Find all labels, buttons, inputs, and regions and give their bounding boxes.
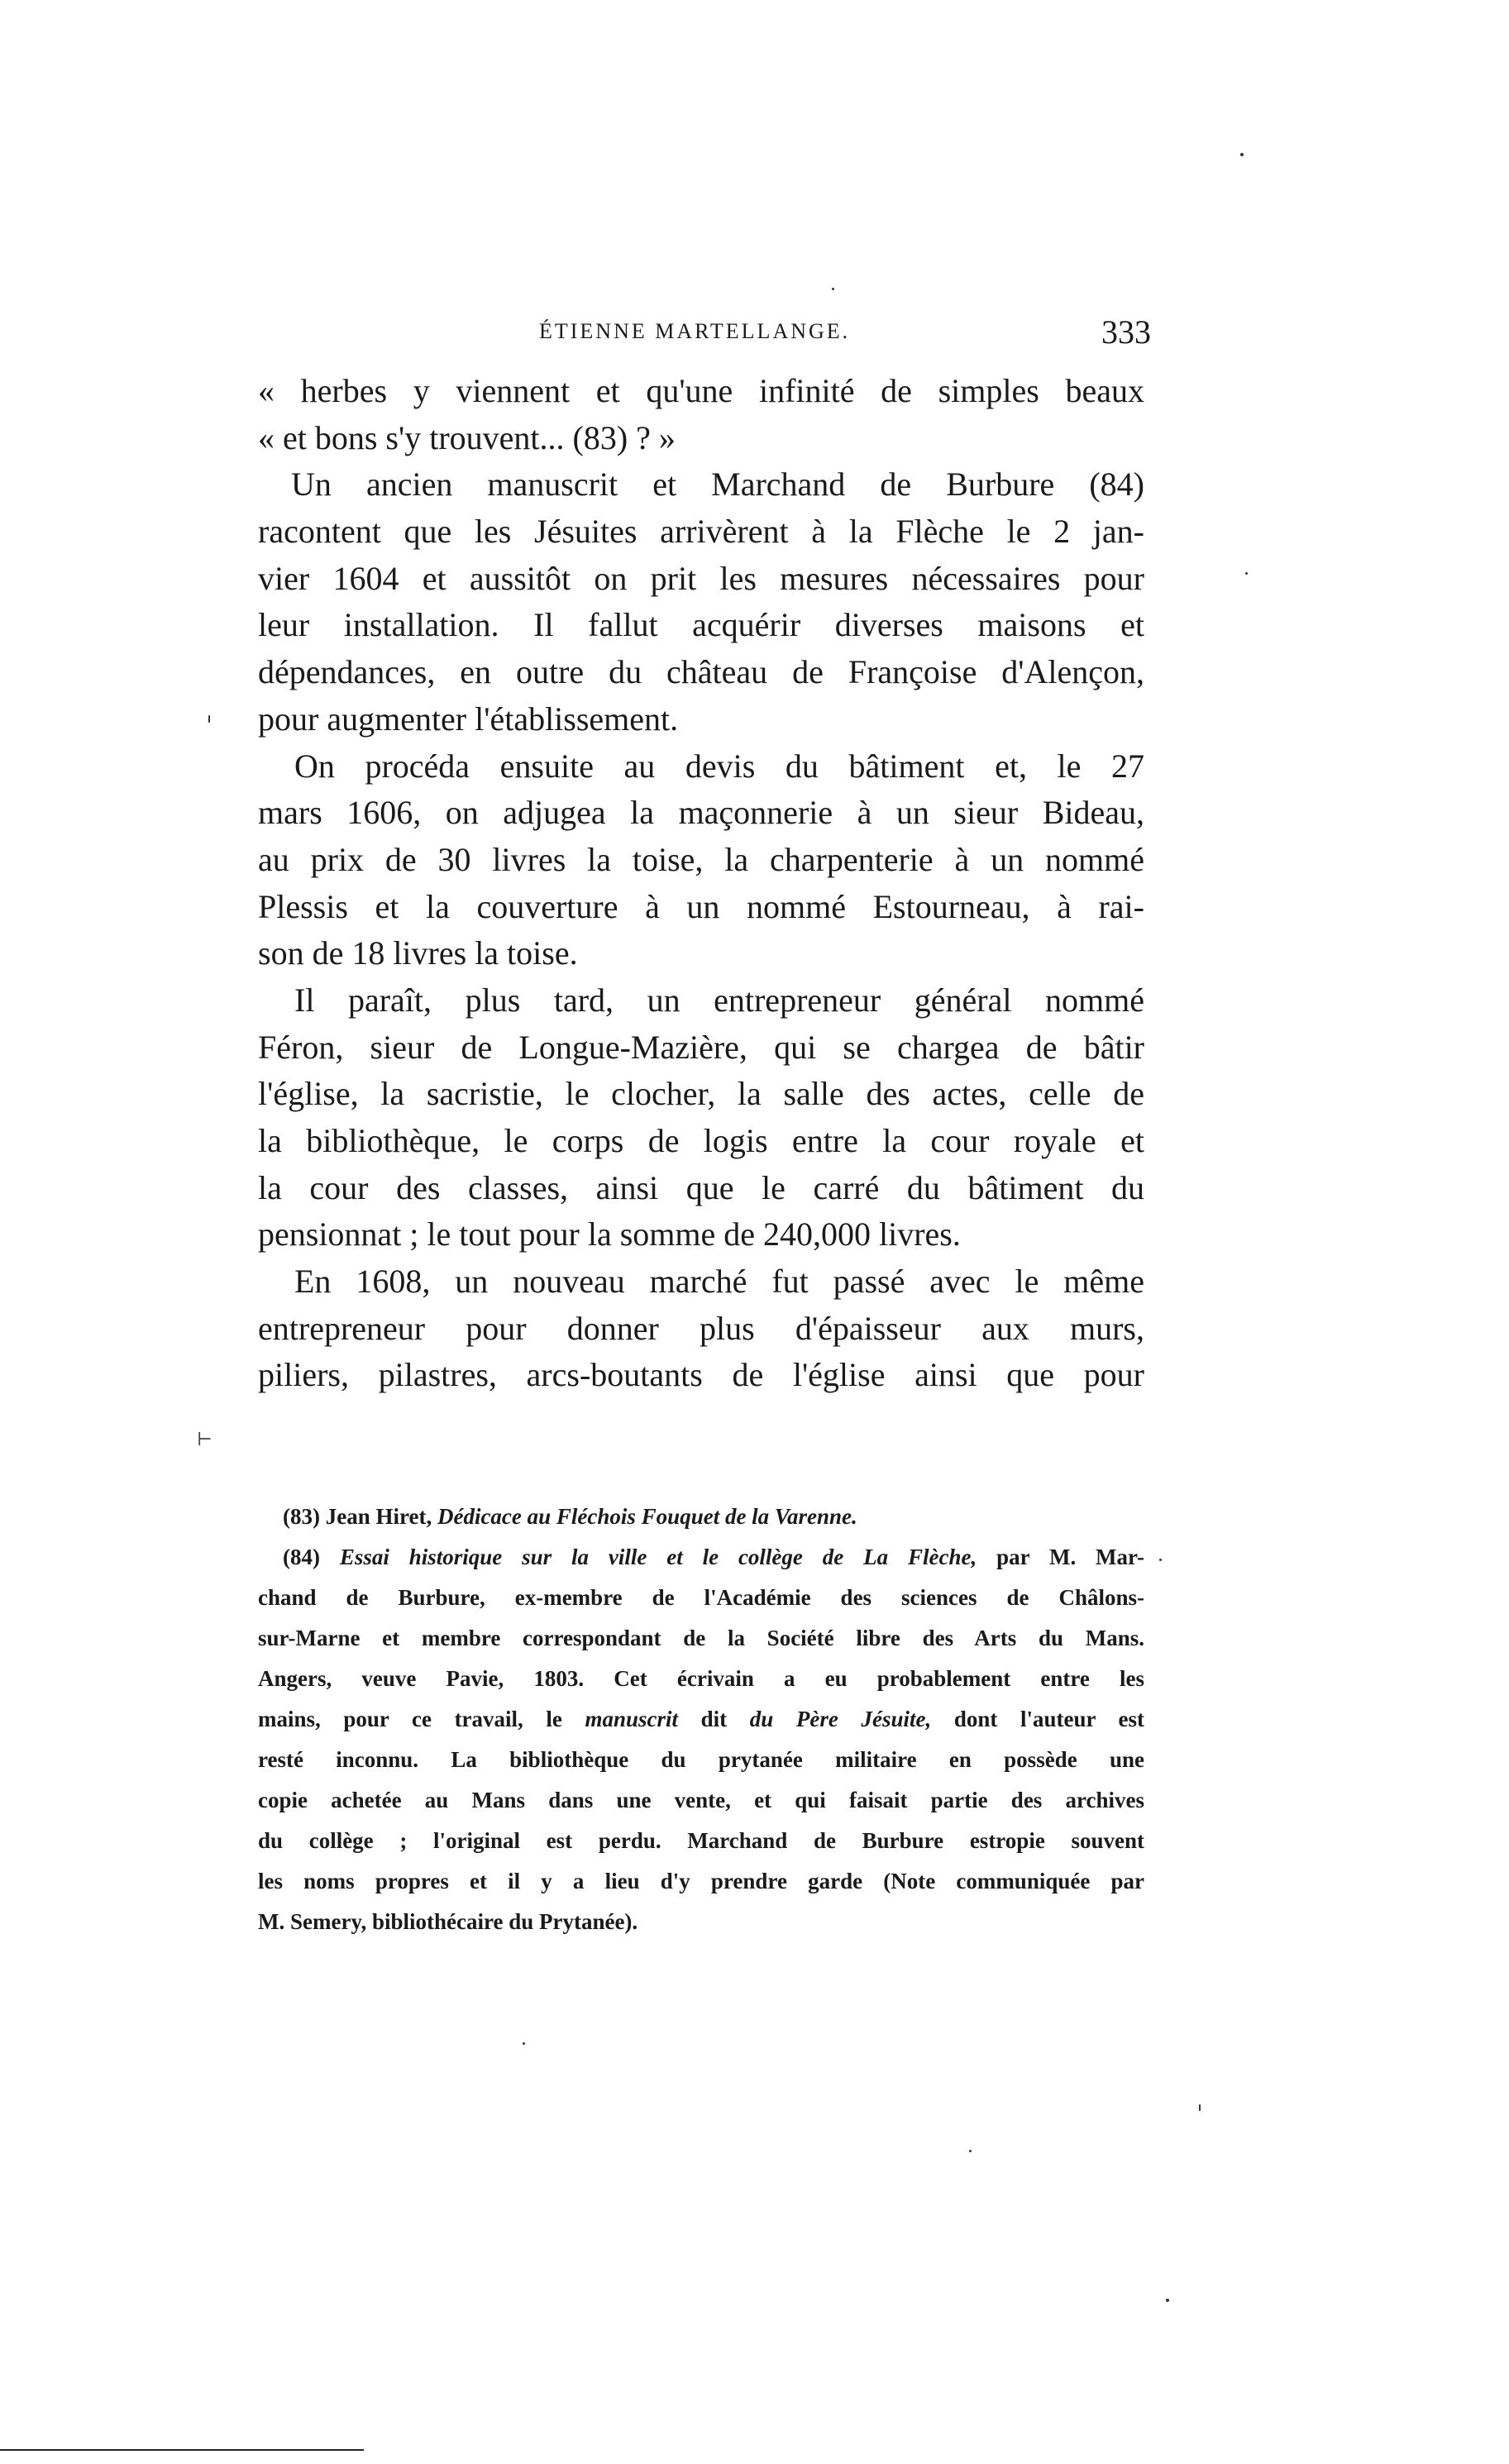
footnotes [258, 1497, 1144, 1942]
paper-speck [832, 288, 834, 290]
text-line: entrepreneur pour donner plus d'épaisseur aux murs, [258, 1309, 1144, 1347]
footnote-line: M. Semery, bibliothécaire du Prytanée). [258, 1909, 638, 1934]
paper-speck [969, 2150, 972, 2152]
text-line: On procéda ensuite au devis du bâtiment et, le 27 [294, 747, 1144, 785]
text-line: En 1608, un nouveau marché fut passé avec le même [294, 1263, 1144, 1301]
text-line: Un ancien manuscrit et Marchand de Burbure (84) [291, 466, 1144, 504]
footnote-line: les noms propres et il y a lieu d'y prendre garde (Note communiquée par [258, 1869, 1144, 1893]
text-line: Il paraît, plus tard, un entrepreneur général nommé [294, 981, 1144, 1019]
page-number: 333 [1101, 313, 1151, 351]
footnote-line: Angers, veuve Pavie, 1803. Cet écrivain a eu probablement entre les [258, 1666, 1144, 1691]
paper-speck [1240, 153, 1244, 156]
bottom-rule [0, 2449, 364, 2451]
text-line: mars 1606, on adjugea la maçonnerie à un sieur Bideau, [258, 794, 1144, 832]
footnote-author: Jean Hiret, [325, 1504, 432, 1529]
footnote-line: copie achetée au Mans dans une vente, et qui faisait partie des archives [258, 1788, 1144, 1812]
text-line: Plessis et la couverture à un nommé Estourneau, à rai- [258, 887, 1144, 925]
text-line: la cour des classes, ainsi que le carré du bâtiment du [258, 1168, 1144, 1206]
paper-speck [1166, 2299, 1169, 2302]
paper-speck [523, 2042, 525, 2045]
paper-speck [1199, 2104, 1201, 2111]
footnote-line: resté inconnu. La bibliothèque du prytanée militaire en possède une [258, 1747, 1144, 1772]
text-line: pensionnat ; le tout pour la somme de 240,000 livres. [258, 1215, 961, 1253]
text-line: Féron, sieur de Longue-Mazière, qui se chargea de bâtir [258, 1028, 1144, 1066]
text-line: racontent que les Jésuites arrivèrent à la Flèche le 2 jan- [258, 513, 1144, 551]
footnote-text: dit [700, 1707, 728, 1731]
text-line: dépendances, en outre du château de Françoise d'Alençon, [258, 653, 1144, 691]
footnote-line: sur-Marne et membre correspondant de la Société libre des Arts du Mans. [258, 1626, 1144, 1650]
body-text [258, 368, 1144, 1399]
footnote-line: du collège ; l'original est perdu. Marchand de Burbure estropie souvent [258, 1828, 1144, 1853]
text-line: son de 18 livres la toise. [258, 934, 578, 972]
footnote-italic: du Père Jésuite, [749, 1707, 932, 1731]
footnote-84 [258, 1537, 1144, 1578]
paper-speck [1245, 572, 1248, 575]
footnote-title: Dédicace au Fléchois Fouquet de la Varenne. [437, 1504, 857, 1529]
text-line: la bibliothèque, le corps de logis entre la cour royale et [258, 1122, 1144, 1159]
footnote-marker: (84) [283, 1545, 320, 1569]
paper-speck [1159, 1559, 1162, 1561]
margin-mark: ⊢ [197, 1429, 213, 1449]
text-line: « et bons s'y trouvent... (83) ? » [258, 418, 676, 456]
footnote-text: dont l'auteur est [953, 1707, 1145, 1731]
text-line: leur installation. Il fallut acquérir diverses maisons et [258, 606, 1144, 644]
footnote-italic: manuscrit [585, 1707, 679, 1731]
text-line: l'église, la sacristie, le clocher, la salle des actes, celle de [258, 1075, 1144, 1113]
footnote-marker: (83) [283, 1504, 320, 1529]
text-line: vier 1604 et aussitôt on prit les mesures nécessaires pour [258, 559, 1144, 597]
footnote-line: chand de Burbure, ex-membre de l'Académie des sciences de Châlons- [258, 1585, 1144, 1610]
footnote-title: Essai historique sur la ville et le collège de La Flèche, [339, 1545, 977, 1569]
text-line: « herbes y viennent et qu'une infinité de simples beaux [258, 372, 1144, 409]
footnote-83 [258, 1497, 1144, 1537]
footnote-line [258, 1699, 1144, 1740]
text-line: pour augmenter l'établissement. [258, 700, 679, 738]
running-title: ÉTIENNE MARTELLANGE. [539, 319, 851, 343]
paper-speck [208, 715, 210, 723]
footnote-text: mains, pour ce travail, le [258, 1707, 562, 1731]
text-line: au prix de 30 livres la toise, la charpenterie à un nommé [258, 840, 1144, 878]
footnote-text: par M. Mar- [996, 1545, 1145, 1569]
text-line: piliers, pilastres, arcs-boutants de l'église ainsi que pour [258, 1356, 1144, 1394]
page-header [258, 313, 1151, 357]
